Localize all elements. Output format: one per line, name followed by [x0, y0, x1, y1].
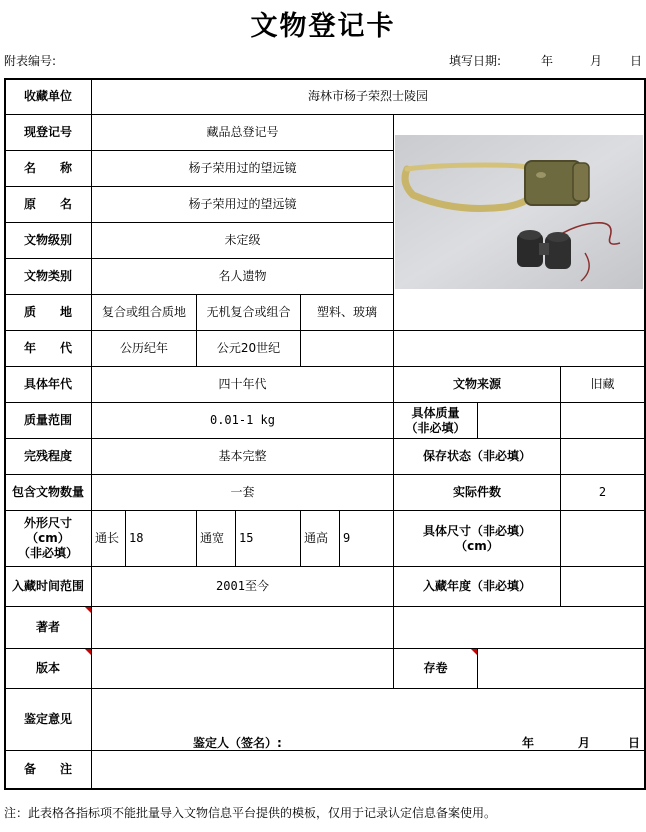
fill-date-label: 填写日期:	[449, 54, 502, 68]
name-value: 杨子荣用过的望远镜	[188, 161, 297, 175]
entry-year-label: 入藏年度（非必填）	[422, 579, 531, 593]
reg-no-label: 现登记号	[23, 125, 72, 139]
actual-count-value: 2	[598, 485, 607, 499]
length-value: 18	[129, 531, 144, 545]
name-label: 名 称	[23, 161, 72, 175]
height-value: 9	[343, 531, 351, 545]
entry-time-label: 入藏时间范围	[11, 579, 84, 593]
material-label: 质 地	[23, 305, 72, 319]
specific-era-value: 四十年代	[218, 377, 267, 391]
era-value-1: 公历纪年	[119, 341, 168, 355]
completeness-label: 完残程度	[23, 449, 72, 463]
mass-range-value: 0.01-1 kg	[209, 413, 276, 427]
level-label: 文物级别	[23, 233, 72, 247]
width-label: 通宽	[200, 531, 225, 545]
fill-date-year: 年	[541, 54, 554, 68]
material-value-1: 复合或组合质地	[101, 305, 186, 319]
appraisal-day: 日	[628, 736, 641, 750]
archive-label: 存卷	[423, 661, 448, 675]
length-label: 通长	[95, 531, 120, 545]
collection-unit-label: 收藏单位	[23, 89, 72, 103]
actual-count-label: 实际件数	[452, 485, 501, 499]
era-label: 年 代	[23, 341, 72, 355]
category-label: 文物类别	[23, 269, 72, 283]
source-value: 旧藏	[590, 377, 615, 391]
artifact-photo	[395, 135, 643, 289]
count-value: 一套	[230, 485, 255, 499]
source-label: 文物来源	[452, 377, 501, 391]
material-value-3: 塑料、玻璃	[316, 305, 377, 319]
appraisal-year: 年	[522, 736, 535, 750]
fill-date-month: 月	[590, 54, 603, 68]
edition-label: 版本	[35, 661, 60, 675]
appraiser-signature-label: 鉴定人（签名）:	[193, 736, 282, 750]
entry-time-value: 2001至今	[216, 579, 269, 593]
height-label: 通高	[304, 531, 329, 545]
attach-no-label: 附表编号:	[4, 54, 57, 68]
preservation-state-label: 保存状态（非必填）	[422, 449, 531, 463]
author-label: 著者	[35, 620, 60, 634]
appraisal-month: 月	[578, 736, 591, 750]
page-title: 文物登记卡	[250, 11, 396, 42]
material-value-2: 无机复合或组合	[206, 305, 291, 319]
orig-name-value: 杨子荣用过的望远镜	[188, 197, 297, 211]
appraisal-label: 鉴定意见	[23, 712, 72, 726]
remark-label: 备 注	[23, 762, 72, 776]
completeness-value: 基本完整	[218, 449, 267, 463]
footnote: 注：此表格各指标项不能批量导入文物信息平台提供的模板，仅用于记录认定信息备案使用。	[4, 806, 497, 820]
collection-unit-value: 海林市杨子荣烈士陵园	[307, 89, 428, 103]
specific-era-label: 具体年代	[23, 377, 72, 391]
orig-name-label: 原 名	[23, 197, 72, 211]
category-value: 名人遗物	[218, 269, 267, 283]
mass-range-label: 质量范围	[23, 413, 72, 427]
width-value: 15	[239, 531, 254, 545]
size-label: 外形尺寸 （cm） （非必填）	[17, 516, 78, 560]
specific-mass-label: 具体质量 （非必填）	[405, 405, 466, 435]
level-value: 未定级	[224, 233, 261, 247]
era-value-2: 公元20世纪	[216, 341, 281, 355]
specific-size-label: 具体尺寸（非必填） （cm）	[422, 523, 531, 553]
count-label: 包含文物数量	[11, 485, 84, 499]
fill-date-day: 日	[630, 54, 643, 68]
reg-no-value: 藏品总登记号	[206, 125, 279, 139]
